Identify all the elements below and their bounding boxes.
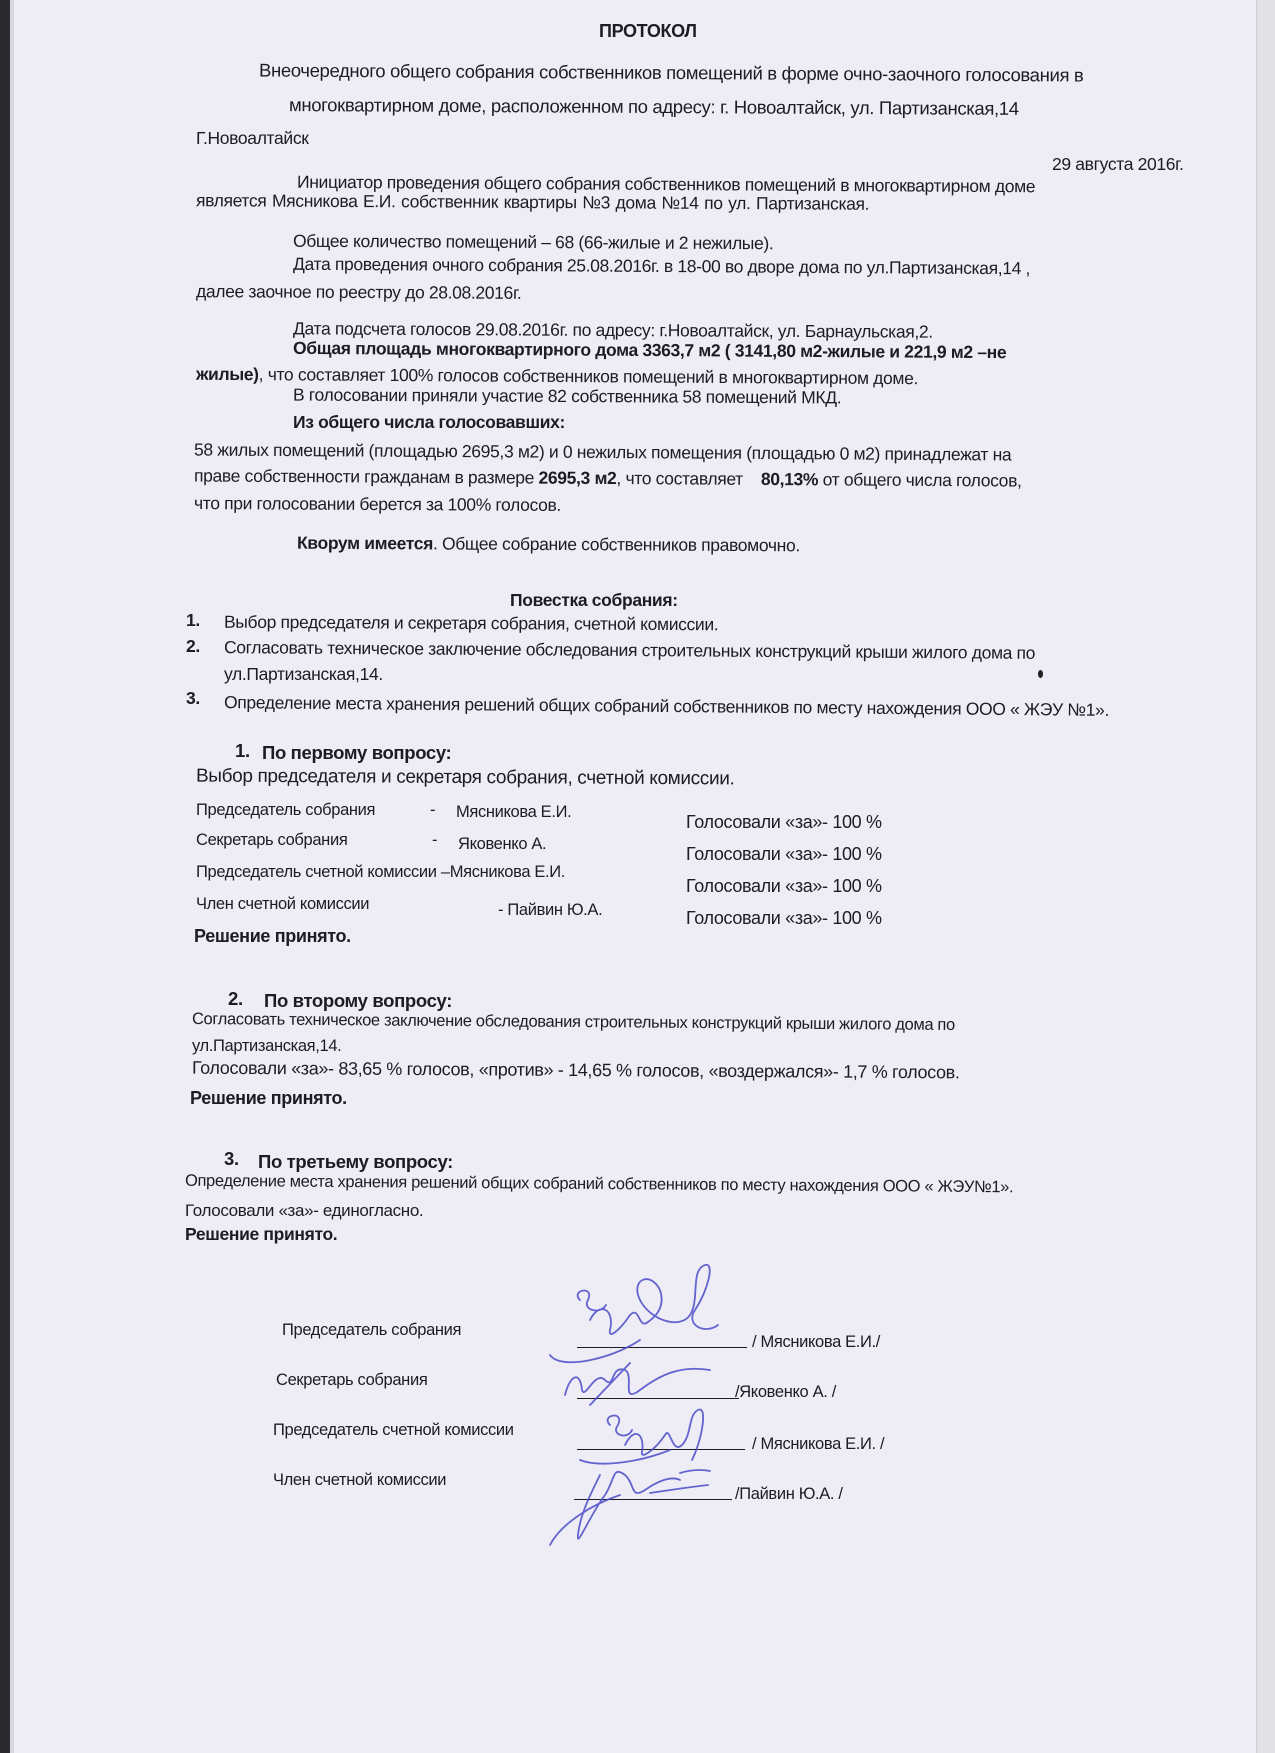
agenda-item-2-line1: Согласовать техническое заключение обследования строительных конструкций крыши жилого дома по — [223, 637, 1036, 663]
quorum-bold: Кворум имеется — [296, 532, 434, 554]
residential-line1: 58 жилых помещений (площадью 2695,3 м2) и 0 нежилых помещения (площадью 0 м2) принадлежат на — [193, 439, 1012, 465]
signature-role-secretary: Секретарь собрания — [276, 1371, 428, 1389]
question3-text: Определение места хранения решений общих собраний собственников по месту нахождения ООО « ЖЭУ№1». — [184, 1171, 1014, 1197]
residential-line2-a: праве собственности гражданам в размере — [193, 465, 539, 488]
total-area-line2-rest: , что составляет 100% голосов собственников помещений в многоквартирном доме. — [258, 364, 919, 389]
question3-votes: Голосовали «за»- единогласно. — [185, 1201, 424, 1220]
residential-line2-c: , что составляет — [616, 468, 761, 489]
agenda-item-3: Определение места хранения решений общих собраний собственников по месту нахождения ООО « ЖЭУ №1». — [223, 692, 1110, 720]
q1-row4-role: Член счетной комиссии — [196, 895, 370, 913]
residential-line2-e: от общего числа голосов, — [818, 469, 1022, 491]
document-city: Г.Новоалтайск — [196, 128, 309, 148]
signature-name-commission-member: /Пайвин Ю.А. / — [735, 1485, 843, 1503]
agenda-item-1: Выбор председателя и секретаря собрания, счетной комиссии. — [223, 611, 719, 635]
question2-text-line2: ул.Партизанская,14. — [192, 1037, 342, 1055]
residential-area-value: 2695,3 м2 — [538, 467, 617, 489]
agenda-item-2-num: 2. — [186, 636, 200, 656]
question2-num: 2. — [228, 988, 243, 1009]
signature-name-secretary: /Яковенко А. / — [735, 1383, 836, 1401]
question1-heading: По первому вопросу: — [262, 742, 452, 763]
signature-role-commission-chair: Председатель счетной комиссии — [273, 1421, 514, 1439]
residential-line2 — [194, 465, 1022, 491]
agenda-item-3-num: 3. — [186, 688, 200, 708]
q1-row3-vote: Голосовали «за»- 100 % — [686, 876, 882, 896]
signature-role-commission-member: Член счетной комиссии — [273, 1471, 447, 1489]
question2-votes: Голосовали «за»- 83,65 % голосов, «против» - 14,65 % голосов, «воздержался»- 1,7 % голосов. — [191, 1057, 960, 1083]
agenda-item-2-line2: ул.Партизанская,14. — [224, 664, 383, 684]
document-subtitle-line1: Внеочередного общего собрания собственников помещений в форме очно-заочного голосования в — [258, 59, 1084, 86]
q1-row2-vote: Голосовали «за»- 100 % — [686, 844, 882, 864]
initiator-line1: Инициатор проведения общего собрания собственников помещений в многоквартирном доме — [296, 171, 1036, 197]
document-title: ПРОТОКОЛ — [599, 21, 697, 41]
q1-row1-role: Председатель собрания — [196, 801, 376, 819]
question3-num: 3. — [224, 1148, 239, 1169]
signature-name-chair: / Мясникова Е.И./ — [752, 1333, 881, 1351]
residential-percent-value: 80,13% — [760, 468, 819, 490]
question1-text: Выбор председателя и секретаря собрания, счетной комиссии. — [195, 765, 735, 790]
meeting-date-line1: Дата проведения очного собрания 25.08.2016г. в 18-00 во дворе дома по ул.Партизанская,14 , — [292, 253, 1031, 279]
q1-row2-role: Секретарь собрания — [196, 831, 348, 849]
question1-num: 1. — [235, 740, 250, 761]
question1-decision: Решение принято. — [194, 926, 351, 946]
question2-decision: Решение принято. — [190, 1088, 347, 1108]
total-area-line2-bold: жилые) — [195, 363, 259, 385]
initiator-line2: является Мясникова Е.И. собственник квартиры №3 дома №14 по ул. Партизанская. — [195, 190, 870, 214]
signature-role-chair: Председатель собрания — [282, 1321, 462, 1339]
document-subtitle-line2: многоквартирном доме, расположенном по адресу: г. Новоалтайск, ул. Партизанская,14 — [288, 94, 1019, 119]
question3-decision: Решение принято. — [185, 1224, 338, 1244]
signature-name-commission-chair: / Мясникова Е.И. / — [752, 1435, 885, 1453]
quorum-line — [297, 533, 800, 557]
participants: В голосовании приняли участие 82 собственника 58 помещений МКД. — [292, 384, 842, 408]
residential-line3: что при голосовании берется за 100% голосов. — [193, 493, 562, 515]
question3-heading: По третьему вопросу: — [258, 1151, 453, 1172]
quorum-rest: . Общее собрание собственников правомочно. — [432, 533, 800, 556]
agenda-heading: Повестка собрания: — [510, 590, 678, 610]
q1-row2-dash: - — [432, 831, 438, 849]
q1-row2-name: Яковенко А. — [458, 835, 547, 853]
handwritten-signature-chair — [540, 1260, 760, 1370]
q1-row1-vote: Голосовали «за»- 100 % — [686, 812, 882, 832]
of-total-heading: Из общего числа голосовавших: — [293, 412, 565, 432]
question2-heading: По второму вопросу: — [264, 990, 453, 1011]
total-area-line1: Общая площадь многоквартирного дома 3363,7 м2 ( 3141,80 м2-жилые и 221,9 м2 –не — [292, 337, 1007, 363]
meeting-date-line2: далее заочное по реестру до 28.08.2016г. — [195, 281, 522, 303]
q1-row1-dash: - — [430, 801, 436, 819]
q1-row3-role: Председатель счетной комиссии –Мясникова Е.И. — [196, 863, 566, 881]
q1-row4-vote: Голосовали «за»- 100 % — [686, 908, 882, 928]
total-rooms: Общее количество помещений – 68 (66-жилые и 2 нежилые). — [292, 230, 774, 254]
scan-speck — [1038, 670, 1043, 678]
agenda-item-1-num: 1. — [186, 610, 200, 630]
q1-row1-name: Мясникова Е.И. — [456, 803, 572, 821]
q1-row4-name: - Пайвин Ю.А. — [498, 901, 603, 919]
count-date: Дата подсчета голосов 29.08.2016г. по адресу: г.Новоалтайск, ул. Барнаульская,2. — [292, 318, 933, 342]
handwritten-signature-commission-member — [530, 1455, 730, 1555]
question2-text-line1: Согласовать техническое заключение обследования строительных конструкций крыши жилого дома по — [191, 1010, 955, 1034]
document-date: 29 августа 2016г. — [1052, 154, 1184, 174]
